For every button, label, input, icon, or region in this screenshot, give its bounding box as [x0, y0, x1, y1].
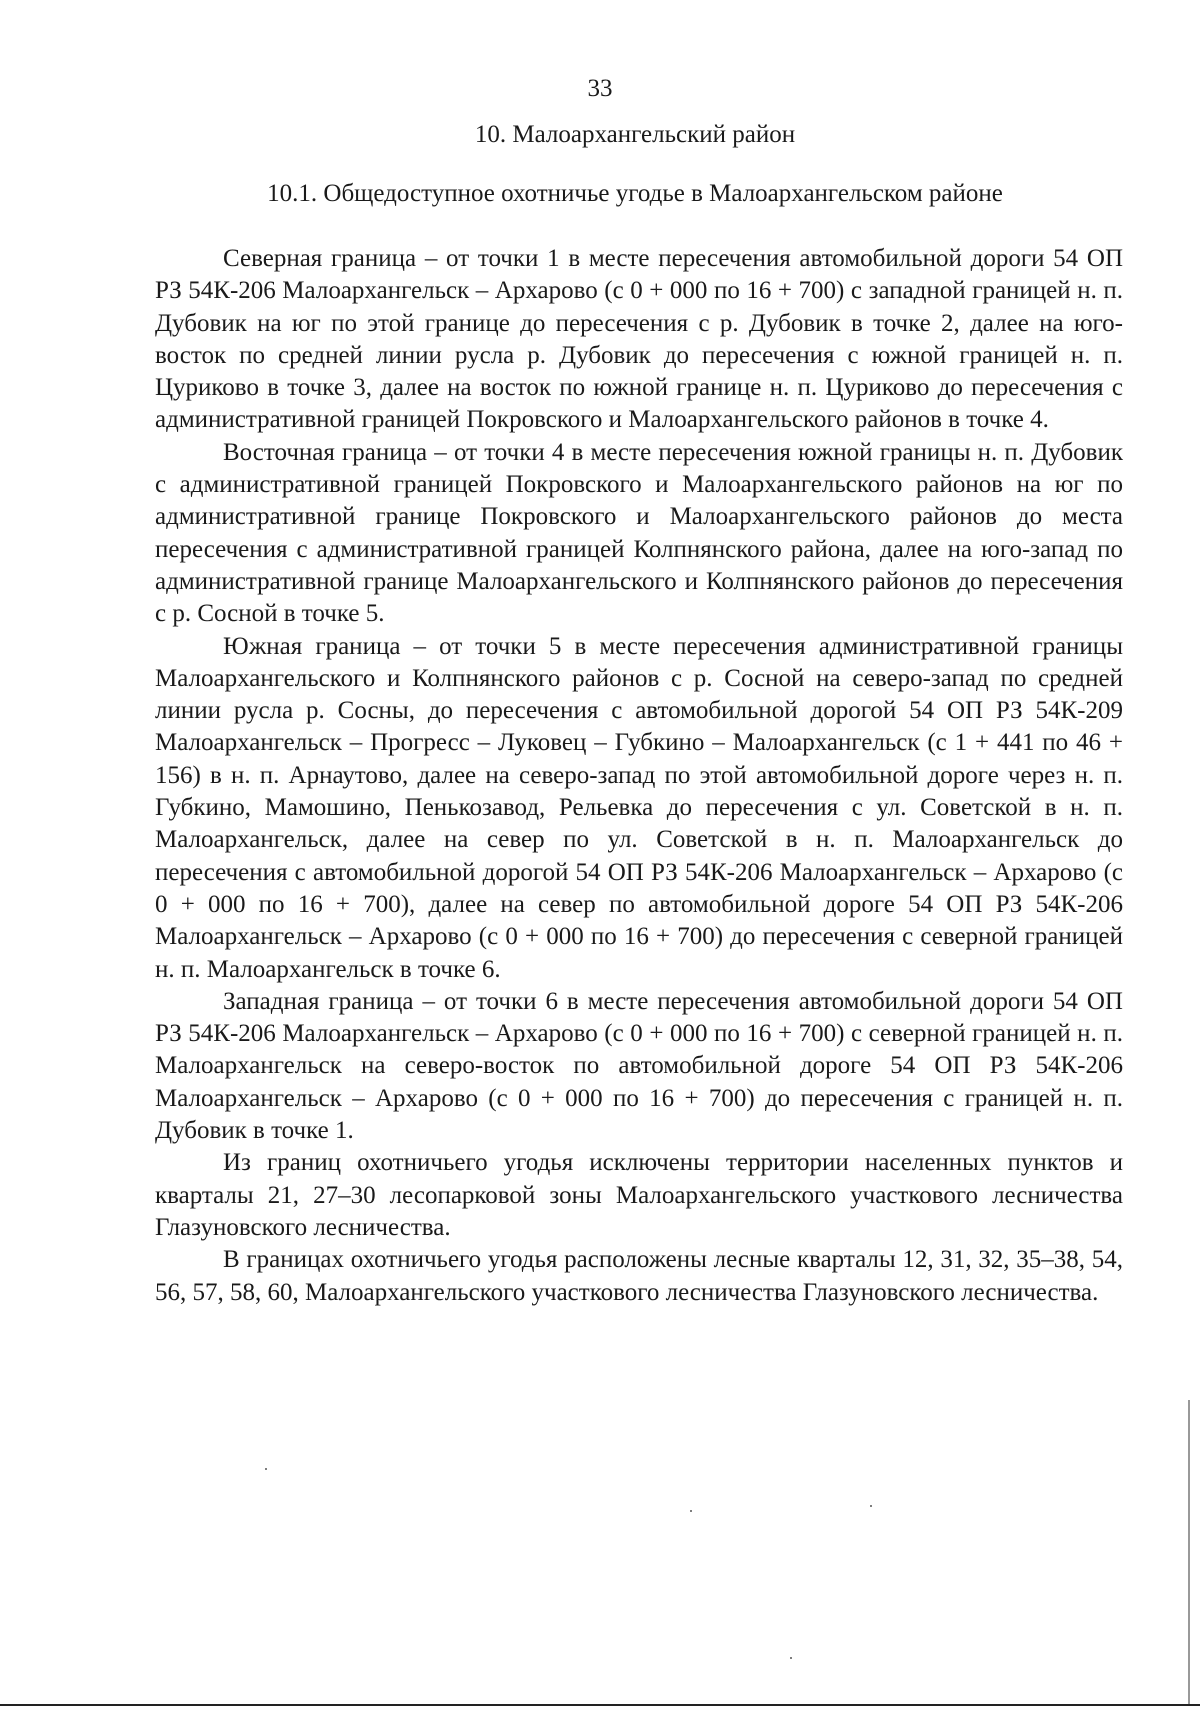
paragraph-forest-quarters: В границах охотничьего угодья расположены лесные кварталы 12, 31, 32, 35–38, 54, 56, 57, 58, 60, Малоархангельского участкового лесничества Глазуновского лесничества. [155, 1246, 1123, 1306]
subsection-title: 10.1. Общедоступное охотничье угодье в Малоархангельском районе [267, 180, 1003, 207]
section-title: 10. Малоархангельский район [474, 121, 796, 148]
scan-speck [790, 1657, 792, 1659]
paragraph-exclusions: Из границ охотничьего угодья исключены территории населенных пунктов и кварталы 21, 27–30 лесопарковой зоны Малоархангельского участкового лесничества Глазуновского лесничества. [155, 1149, 1123, 1241]
scan-speck [265, 1468, 267, 1470]
scan-edge-bottom [0, 1704, 1200, 1706]
paragraph-east-boundary: Восточная граница – от точки 4 в месте пересечения южной границы н. п. Дубовик с административной границей Покровского и Малоархангельского районов на юг по административной границе Покровского и Малоархангельского районов до места пересечения с административной границей Колпнянского района, далее на юго-запад по административной границе Малоархангельского и Колпнянского районов до пересечения с р. Сосной в точке 5. [155, 438, 1123, 628]
paragraph-west-boundary: Западная граница – от точки 6 в месте пересечения автомобильной дороги 54 ОП РЗ 54К-206 Малоархангельск – Архарово (с 0 + 000 по 16 + 700) с северной границей н. п. Малоархангельск на северо-восток по автомобильной дороге 54 ОП РЗ 54К-206 Малоархангельск – Архарово (с 0 + 000 по 16 + 700) до пересечения с границей н. п. Дубовик в точке 1. [155, 987, 1123, 1145]
page-number: 33 [587, 75, 613, 102]
scan-edge-right [1188, 1400, 1190, 1705]
scan-speck [870, 1505, 872, 1507]
document-body [155, 243, 1123, 1309]
scan-speck [690, 1510, 692, 1512]
paragraph-south-boundary: Южная граница – от точки 5 в месте пересечения административной границы Малоархангельского и Колпнянского районов с р. Сосной на северо-запад по средней линии русла р. Сосны, до пересечения с автомобильной дорогой 54 ОП РЗ 54К-209 Малоархангельск – Прогресс – Луковец – Губкино – Малоархангельск (с 1 + 441 по 46 + 156) в н. п. Арнаутово, далее на северо-запад по этой автомобильной дороге через н. п. Губкино, Мамошино, Пенькозавод, Рельевка до пересечения с ул. Советской в н. п. Малоархангельск, далее на север по ул. Советской в н. п. Малоархангельск до пересечения с автомобильной дорогой 54 ОП РЗ 54К-206 Малоархангельск – Архарово (с 0 + 000 по 16 + 700), далее на север по автомобильной дороге 54 ОП РЗ 54К-206 Малоархангельск – Архарово (с 0 + 000 по 16 + 700) до пересечения с северной границей н. п. Малоархангельск в точке 6. [155, 632, 1123, 983]
paragraph-north-boundary: Северная граница – от точки 1 в месте пересечения автомобильной дороги 54 ОП РЗ 54К-206 Малоархангельск – Архарово (с 0 + 000 по 16 + 700) с западной границей н. п. Дубовик на юг по этой границе до пересечения с р. Дубовик в точке 2, далее на юго-восток по средней линии русла р. Дубовик до пересечения с южной границей н. п. Цуриково в точке 3, далее на восток по южной границе н. п. Цуриково до пересечения с административной границей Покровского и Малоархангельского районов в точке 4. [155, 245, 1123, 434]
